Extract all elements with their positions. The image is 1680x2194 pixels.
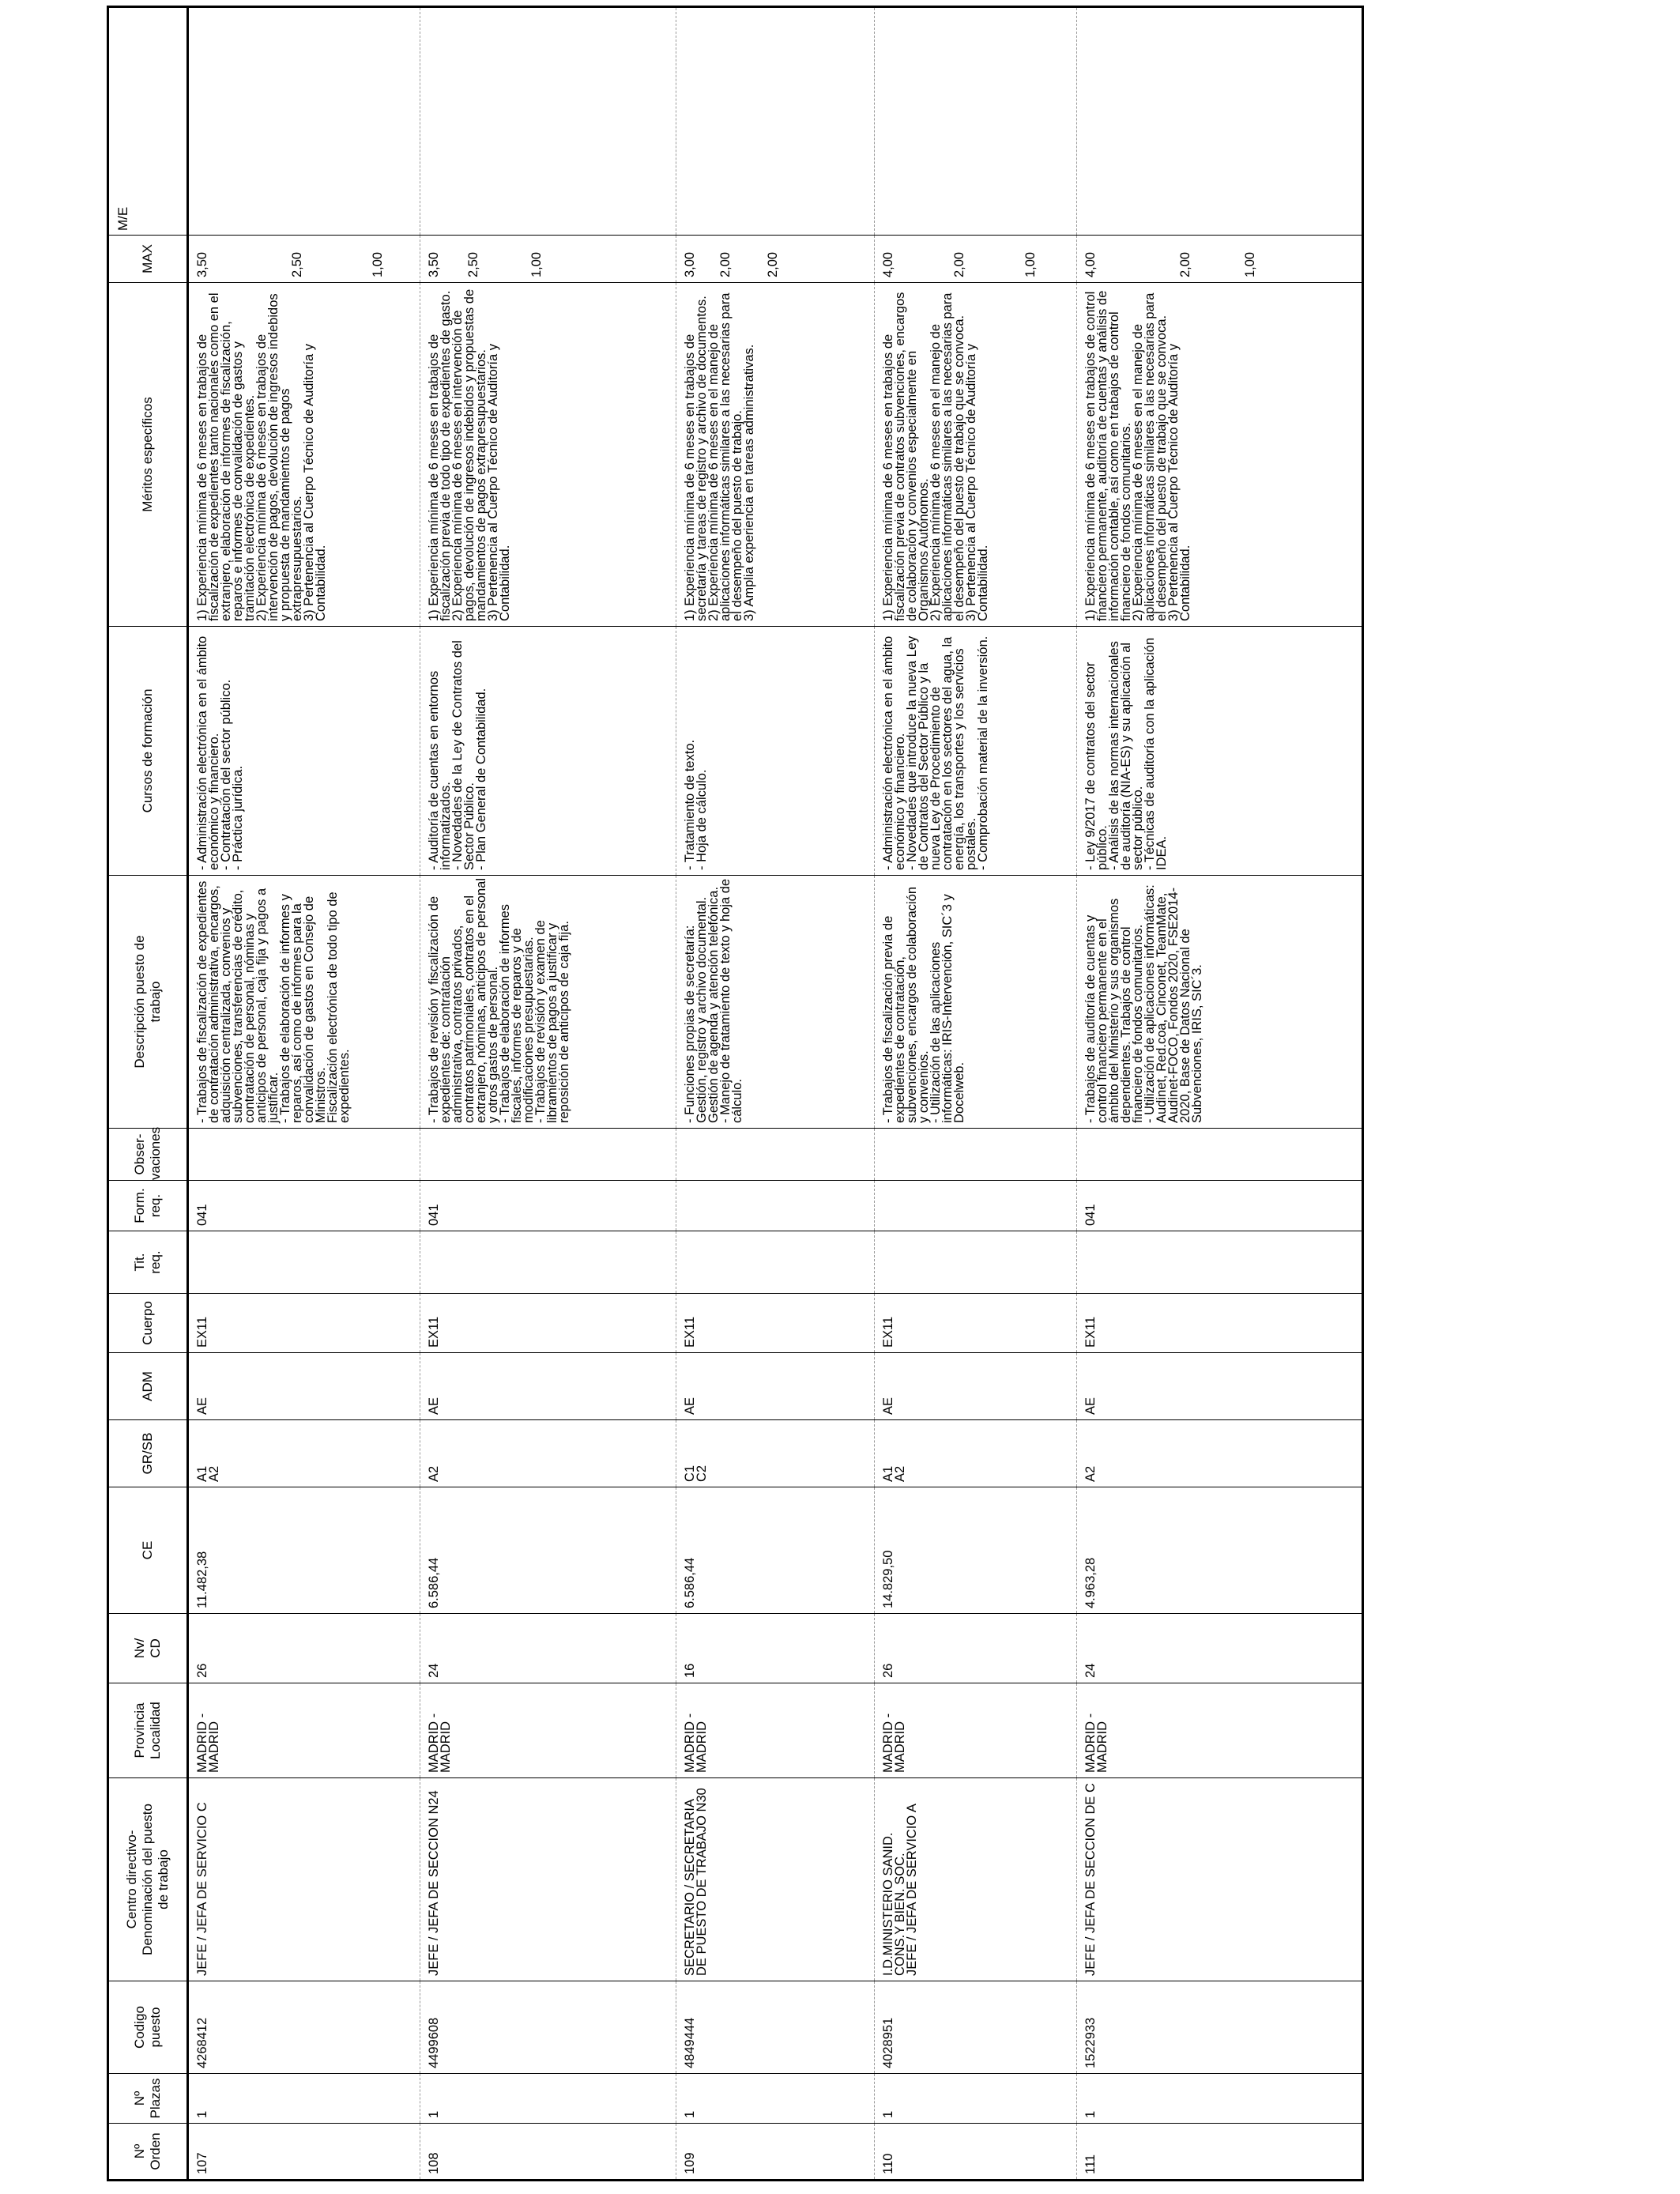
cell-max bbox=[676, 236, 875, 283]
cell-grsb: A1 A2 bbox=[188, 1420, 420, 1487]
cell-centro-puesto: SECRETARIO / SECRETARIA DE PUESTO DE TRABAJO N30 bbox=[683, 1788, 709, 1976]
cell-form: 041 bbox=[1077, 1181, 1363, 1231]
max-value: 3,50 bbox=[427, 251, 441, 277]
cell-grsb: A2 bbox=[420, 1420, 676, 1487]
cell-me bbox=[875, 7, 1077, 236]
cell-plazas: 1 bbox=[875, 2074, 1077, 2124]
max-value: 2,00 bbox=[952, 251, 966, 277]
cell-plazas: 1 bbox=[420, 2074, 676, 2124]
table-row bbox=[676, 7, 875, 2181]
cell-centro bbox=[1077, 1778, 1363, 1981]
cell-tit bbox=[420, 1231, 676, 1294]
header-meritos: Méritos específicos bbox=[108, 283, 188, 627]
cell-grsb: C1 C2 bbox=[676, 1420, 875, 1487]
cell-obs bbox=[420, 1129, 676, 1181]
header-adm: ADM bbox=[108, 1353, 188, 1420]
cell-max bbox=[875, 236, 1077, 283]
max-value: 1,00 bbox=[371, 251, 385, 277]
cell-nivel: 24 bbox=[1077, 1614, 1363, 1683]
cell-cuerpo: EX11 bbox=[188, 1294, 420, 1353]
header-grsb: GR/SB bbox=[108, 1420, 188, 1487]
cell-descripcion: - Trabajos de fiscalización previa de expedientes de contratación, subvenciones, encargos de colaboración y convenios. - Utilización de las aplicaciones informáticas: IRIS-Intervención, SIC´3 y Docelweb. bbox=[875, 876, 1077, 1129]
cell-plazas: 1 bbox=[676, 2074, 875, 2124]
cell-nivel: 16 bbox=[676, 1614, 875, 1683]
cell-adm: AE bbox=[420, 1353, 676, 1420]
header-codigo: Codigo puesto bbox=[108, 1981, 188, 2074]
cell-obs bbox=[188, 1129, 420, 1181]
cell-centro-prefix: I.D.MINISTERIO SANID. CONS.Y BIEN. SOC. bbox=[881, 1832, 907, 1976]
cell-nivel: 26 bbox=[188, 1614, 420, 1683]
cell-orden: 108 bbox=[420, 2124, 676, 2181]
header-descripcion: Descripción puesto de trabajo bbox=[108, 876, 188, 1129]
cell-codigo: 4028951 bbox=[875, 1981, 1077, 2074]
cell-me bbox=[420, 7, 676, 236]
cell-centro-puesto: JEFE / JEFA DE SERVICIO A bbox=[905, 1804, 919, 1976]
cell-adm: AE bbox=[676, 1353, 875, 1420]
cell-cuerpo: EX11 bbox=[420, 1294, 676, 1353]
cell-ce: 11.482,38 bbox=[188, 1487, 420, 1614]
max-value: 2,00 bbox=[718, 251, 733, 277]
header-form: Form. req. bbox=[108, 1181, 188, 1231]
cell-adm: AE bbox=[1077, 1353, 1363, 1420]
cell-obs bbox=[1077, 1129, 1363, 1181]
cell-provincia: MADRID - MADRID bbox=[420, 1683, 676, 1778]
max-value: 3,50 bbox=[195, 251, 209, 277]
max-value: 1,00 bbox=[529, 251, 544, 277]
cell-form bbox=[875, 1181, 1077, 1231]
table-row bbox=[875, 7, 1077, 2181]
cell-tit bbox=[875, 1231, 1077, 1294]
header-orden: Nº Orden bbox=[108, 2124, 188, 2181]
cell-cursos: - Auditoría de cuentas en entornos informatizados. - Novedades de la Ley de Contratos del Sector Público. - Plan General de Contabilidad. bbox=[420, 627, 676, 876]
header-ce: CE bbox=[108, 1487, 188, 1614]
cell-me bbox=[1077, 7, 1363, 236]
cell-me bbox=[676, 7, 875, 236]
header-nivel: Nv/ CD bbox=[108, 1614, 188, 1683]
cell-tit bbox=[188, 1231, 420, 1294]
cell-orden: 110 bbox=[875, 2124, 1077, 2181]
cell-centro-puesto: JEFE / JEFA DE SECCION DE C bbox=[1083, 1783, 1098, 1976]
cell-tit bbox=[676, 1231, 875, 1294]
cell-cursos: - Tratamiento de texto. - Hoja de cálculo. bbox=[676, 627, 875, 876]
cell-cuerpo: EX11 bbox=[1077, 1294, 1363, 1353]
cell-grsb: A2 bbox=[1077, 1420, 1363, 1487]
cell-nivel: 24 bbox=[420, 1614, 676, 1683]
header-max: MAX bbox=[108, 236, 188, 283]
cell-provincia: MADRID - MADRID bbox=[188, 1683, 420, 1778]
max-value: 2,00 bbox=[1178, 251, 1192, 277]
cell-cuerpo: EX11 bbox=[676, 1294, 875, 1353]
cell-centro bbox=[420, 1778, 676, 1981]
cell-provincia: MADRID - MADRID bbox=[1077, 1683, 1363, 1778]
cell-obs bbox=[676, 1129, 875, 1181]
max-value: 4,00 bbox=[1083, 251, 1098, 277]
cell-me bbox=[188, 7, 420, 236]
cell-centro-puesto: JEFE / JEFA DE SECCION N24 bbox=[427, 1790, 441, 1976]
cell-grsb: A1 A2 bbox=[875, 1420, 1077, 1487]
max-value: 4,00 bbox=[881, 251, 895, 277]
header-me: M/E bbox=[108, 7, 188, 236]
cell-ce: 14.829,50 bbox=[875, 1487, 1077, 1614]
cell-tit bbox=[1077, 1231, 1363, 1294]
cell-adm: AE bbox=[188, 1353, 420, 1420]
cell-cuerpo: EX11 bbox=[875, 1294, 1077, 1353]
table-row bbox=[1077, 7, 1363, 2181]
cell-cursos: - Administración electrónica en el ámbito económico y financiero. - Novedades que introduce la nueva Ley de Contratos del Sector Público y la nueva Ley de Procedimiento de contratación en los sectores del agua, la energía, los transportes y los servicios postales. - Comprobación material de la inversión. bbox=[875, 627, 1077, 876]
max-value: 2,50 bbox=[290, 251, 304, 277]
header-obs: Obser- vaciones bbox=[108, 1129, 188, 1181]
cell-meritos: 1) Experiencia mínima de 6 meses en trabajos de secretaría y tareas de registro y archivo de documentos. 2) Experiencia mínima de 6 meses en el manejo de aplicaciones informáticas similares a las necesarias para el desempeño del puesto de trabajo. 3) Amplia experiencia en tareas administrativas. bbox=[676, 283, 875, 627]
cell-orden: 111 bbox=[1077, 2124, 1363, 2181]
cell-cursos: - Ley 9/2017 de contratos del sector público. - Análisis de las normas internacionales de auditoría (NIA-ES) y su aplicación al sector público. - Técnicas de auditoría con la aplicación IDEA. bbox=[1077, 627, 1363, 876]
cell-orden: 109 bbox=[676, 2124, 875, 2181]
vacancy-table bbox=[107, 6, 1364, 2181]
cell-form: 041 bbox=[188, 1181, 420, 1231]
header-tit: Tit. req. bbox=[108, 1231, 188, 1294]
header-row bbox=[108, 7, 188, 2181]
cell-descripcion: - Funciones propias de secretaría: Gestión, registro y archivo documental. Gestión de agenda y atención telefónica. - Manejo de tratamiento de texto y hoja de cálculo. bbox=[676, 876, 875, 1129]
cell-centro bbox=[188, 1778, 420, 1981]
cell-max bbox=[188, 236, 420, 283]
header-plazas: Nº Plazas bbox=[108, 2074, 188, 2124]
cell-orden: 107 bbox=[188, 2124, 420, 2181]
cell-codigo: 4268412 bbox=[188, 1981, 420, 2074]
table-row bbox=[188, 7, 420, 2181]
cell-descripcion: - Trabajos de fiscalización de expedientes de contratación administrativa, encargos, adquisición centralizada, convenios y subvenciones, transferencias de crédito, contratación de personal, nóminas y anticipos de personal, caja fija y pagos a justificar. - Trabajos de elaboración de informes y reparos, así como de informes para la convalidación de gastos en Consejo de Ministros. Fiscalización electrónica de todo tipo de expedientes. bbox=[188, 876, 420, 1129]
cell-ce: 4.963,28 bbox=[1077, 1487, 1363, 1614]
cell-meritos: 1) Experiencia mínima de 6 meses en trabajos de control financiero permanente, auditoría de cuentas y análisis de información contable, así como en trabajos de control financiero de fondos comunitarios. 2) Experiencia mínima de 6 meses en el manejo de aplicaciones informáticas similares a las necesarias para el desempeño del puesto de trabajo que se convoca. 3) Pertenencia al Cuerpo Técnico de Auditoría y Contabilidad. bbox=[1077, 283, 1363, 627]
cell-centro-puesto: JEFE / JEFA DE SERVICIO C bbox=[195, 1802, 209, 1976]
cell-plazas: 1 bbox=[1077, 2074, 1363, 2124]
cell-meritos: 1) Experiencia mínima de 6 meses en trabajos de fiscalización previa de contratos subvenciones, encargos de colaboración y convenios especialmente en Organismos Autónomos. 2) Experiencia mínima de 6 meses en el manejo de aplicaciones informáticas similares a las necesarias para el desempeño del puesto de trabajo que se convoca. 3) Pertenencia al Cuerpo Técnico de Auditoría y Contabilidad. bbox=[875, 283, 1077, 627]
cell-codigo: 4849444 bbox=[676, 1981, 875, 2074]
cell-meritos: 1) Experiencia mínima de 6 meses en trabajos de fiscalización de expedientes tanto nacionales como en el extranjero, elaboración de informes de fiscalización, reparos e informes de convalidación de gastos y tramitación electrónica de expedientes. 2) Experiencia mínima de 6 meses en trabajos de intervención de pagos, devolución de ingresos indebidos y propuesta de mandamientos de pagos extrapresupuestarios. 3) Pertenencia al Cuerpo Técnico de Auditoría y Contabilidad. bbox=[188, 283, 420, 627]
max-value: 2,00 bbox=[766, 251, 780, 277]
cell-provincia: MADRID - MADRID bbox=[676, 1683, 875, 1778]
cell-obs bbox=[875, 1129, 1077, 1181]
cell-descripcion: - Trabajos de revisión y fiscalización de expedientes de: contratación administrativa, contratos privados, contratos patrimoniales, contratos en el extranjero, nóminas, anticipos de personal y otros gastos de personal. - Trabajos de elaboración de informes fiscales, informes de reparos y de modificaciones presupuestarias. - Trabajos de revisión y examen de libramientos de pagos a justificar y reposición de anticipos de caja fija. bbox=[420, 876, 676, 1129]
header-provincia: Provincia Localidad bbox=[108, 1683, 188, 1778]
max-value: 1,00 bbox=[1023, 251, 1038, 277]
cell-codigo: 4499608 bbox=[420, 1981, 676, 2074]
cell-adm: AE bbox=[875, 1353, 1077, 1420]
header-cuerpo: Cuerpo bbox=[108, 1294, 188, 1353]
cell-max bbox=[420, 236, 676, 283]
cell-centro bbox=[676, 1778, 875, 1981]
max-value: 1,00 bbox=[1243, 251, 1257, 277]
header-centro: Centro directivo- Denominación del puesto de trabajo bbox=[108, 1778, 188, 1981]
cell-provincia: MADRID - MADRID bbox=[875, 1683, 1077, 1778]
cell-codigo: 1522933 bbox=[1077, 1981, 1363, 2074]
cell-cursos: - Administración electrónica en el ámbito económico y financiero. - Contratación del sector público. - Práctica jurídica. bbox=[188, 627, 420, 876]
header-cursos: Cursos de formación bbox=[108, 627, 188, 876]
cell-ce: 6.586,44 bbox=[420, 1487, 676, 1614]
cell-form: 041 bbox=[420, 1181, 676, 1231]
cell-centro bbox=[875, 1778, 1077, 1981]
cell-ce: 6.586,44 bbox=[676, 1487, 875, 1614]
max-value: 2,50 bbox=[466, 251, 480, 277]
cell-form bbox=[676, 1181, 875, 1231]
cell-plazas: 1 bbox=[188, 2074, 420, 2124]
cell-max bbox=[1077, 236, 1363, 283]
table-row bbox=[420, 7, 676, 2181]
max-value: 3,00 bbox=[683, 251, 697, 277]
cell-nivel: 26 bbox=[875, 1614, 1077, 1683]
cell-descripcion: - Trabajos de auditoría de cuentas y control financiero permanente en el ámbito del Ministerio y sus organismos dependientes. Trabajos de control financiero de fondos comunitarios. - Utilización de aplicaciones informáticas: Audinet, Red.coa, Cinconet, TeamMate, Audinet-FOCO, Fondos 2020, FSE2014-2020, Base de Datos Nacional de Subvenciones, IRIS, SIC´3. bbox=[1077, 876, 1363, 1129]
cell-meritos: 1) Experiencia mínima de 6 meses en trabajos de fiscalización previa de todo tipo de expedientes de gasto. 2) Experiencia mínima de 6 meses en intervención de pagos, devolución de ingresos indebidos y propuestas de mandamientos de pagos extrapresupuestarios. 3) Pertenencia al Cuerpo Técnico de Auditoría y Contabilidad. bbox=[420, 283, 676, 627]
